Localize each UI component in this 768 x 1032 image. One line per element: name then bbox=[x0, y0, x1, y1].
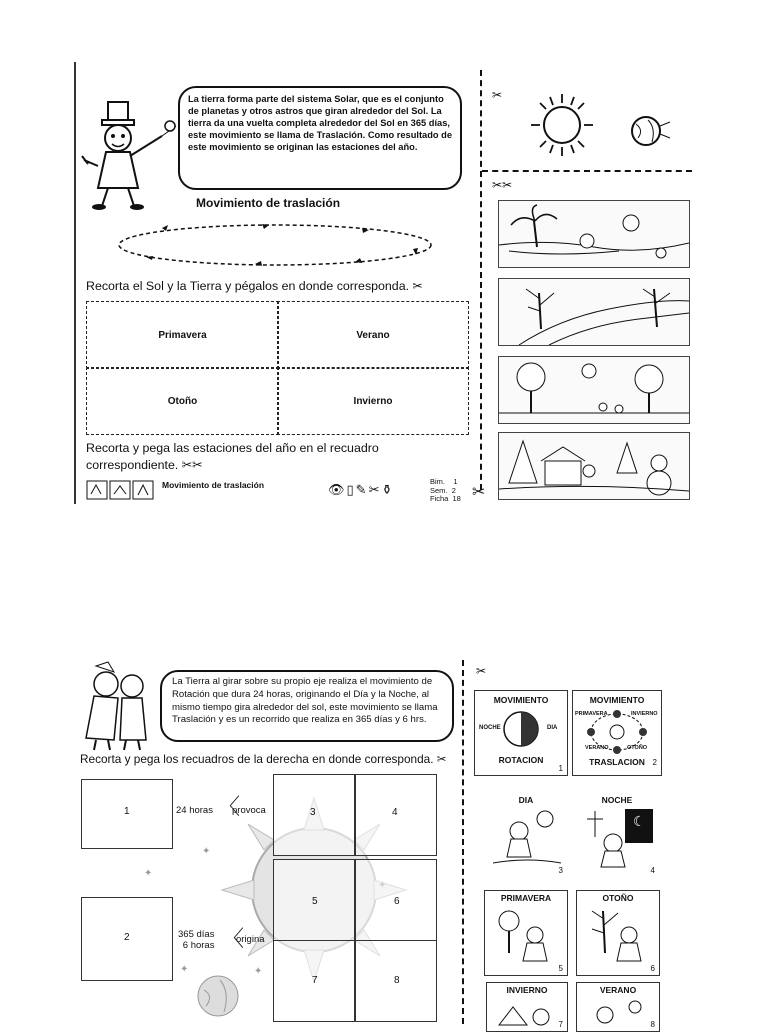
winter-snow-picture[interactable] bbox=[498, 432, 690, 500]
pencil-icon: ✎ bbox=[355, 482, 369, 497]
footer-meta: Bim. 1 Sem. 2 Ficha 18 bbox=[430, 477, 461, 504]
season-cell-primavera[interactable]: Primavera bbox=[86, 301, 279, 369]
paste-box-2[interactable]: 2 bbox=[81, 897, 173, 981]
card-verano[interactable]: VERANO 8 bbox=[576, 982, 660, 1032]
scissors-icon: ✂✂ bbox=[181, 457, 203, 472]
note-24-horas: 24 horas bbox=[176, 805, 213, 816]
earth-cutout[interactable] bbox=[626, 112, 672, 150]
scissors-icon: ✂ bbox=[492, 88, 503, 102]
glue-icon: ⚱ bbox=[381, 482, 395, 497]
summer-beach-picture[interactable] bbox=[498, 200, 690, 268]
scissors-icon: ✂ bbox=[412, 279, 423, 293]
instruction-cut-paste-boxes: Recorta y pega los recuadros de la derecha en donde corresponda. ✂ bbox=[80, 752, 447, 766]
scissors-icon: ✂✂ bbox=[492, 178, 513, 192]
paste-box-3[interactable]: 3 bbox=[273, 774, 355, 856]
eye-icon: 👁 bbox=[328, 482, 347, 497]
note-provoca: provoca bbox=[232, 805, 266, 816]
paste-box-4[interactable]: 4 bbox=[355, 774, 437, 856]
season-cell-verano[interactable]: Verano bbox=[277, 301, 469, 369]
page-edge-line bbox=[74, 62, 76, 504]
sun-cutout[interactable] bbox=[522, 92, 602, 158]
sparkle-icon: ✦ bbox=[144, 868, 153, 879]
orbit-title: Movimiento de traslación bbox=[196, 196, 341, 210]
footer-icons-left bbox=[86, 480, 154, 500]
card-primavera[interactable]: PRIMAVERA 5 bbox=[484, 890, 568, 976]
wizard-character-illustration bbox=[78, 96, 178, 212]
footer-title: Movimiento de traslación bbox=[162, 480, 265, 490]
card-noche[interactable]: NOCHE ☾ 4 bbox=[574, 792, 660, 878]
scissors-icon: ✂ bbox=[436, 752, 447, 766]
angle-bracket-icon: 〈 bbox=[218, 794, 241, 819]
sparkle-icon: ✦ bbox=[202, 846, 211, 857]
spring-garden-picture[interactable] bbox=[498, 356, 690, 424]
note-origina: origina bbox=[236, 934, 265, 945]
card-movimiento-traslacion[interactable]: MOVIMIENTO PRIMAVERA INVIERNO VERANO OTOÑO TRASLACION 2 bbox=[572, 690, 662, 776]
card-invierno[interactable]: INVIERNO 7 bbox=[486, 982, 568, 1032]
paste-box-1[interactable]: 1 bbox=[81, 779, 173, 849]
children-illustration bbox=[74, 660, 162, 752]
card-otono[interactable]: OTOÑO 6 bbox=[576, 890, 660, 976]
paste-box-6[interactable]: 6 bbox=[355, 859, 437, 941]
cut-line-horizontal bbox=[482, 170, 692, 172]
paste-box-5[interactable]: 5 bbox=[273, 859, 355, 941]
card-movimiento-rotacion[interactable]: MOVIMIENTO NOCHE DIA ROTACION 1 bbox=[474, 690, 568, 776]
instruction-cut-paste-sun-earth: Recorta el Sol y la Tierra y pégalos en donde corresponda. ✂ bbox=[86, 279, 423, 293]
book-icon: ▯ bbox=[346, 482, 356, 497]
angle-bracket-icon: 〈 bbox=[222, 926, 245, 951]
paste-box-8[interactable]: 8 bbox=[355, 940, 437, 1022]
season-cell-invierno[interactable]: Invierno bbox=[277, 367, 469, 435]
instruction-cut-paste-seasons: Recorta y pega las estaciones del año en el recuadro correspondiente. ✂✂ bbox=[86, 441, 379, 472]
scissors-icon: ✂ bbox=[476, 664, 487, 678]
scissors-icon: ✂ bbox=[472, 484, 486, 501]
bubble-text: La tierra forma parte del sistema Solar, que es el conjunto de planetas y otros astros que giran alrededor del Sol. La tierra da una vuelta completa alrededor del Sol en 365 días, este movimiento se llama de Traslación. Como resultado de este movimiento se originan las estaciones del año. bbox=[188, 94, 453, 152]
sparkle-icon: ✦ bbox=[254, 966, 263, 977]
note-365-dias: 365 días 6 horas bbox=[178, 929, 215, 951]
scissors-icon: ✂ bbox=[368, 482, 382, 497]
info-speech-bubble bbox=[178, 86, 462, 190]
moon-icon: ☾ bbox=[633, 813, 646, 829]
paste-box-7[interactable]: 7 bbox=[273, 940, 355, 1022]
cut-line-vertical-2 bbox=[462, 660, 464, 1024]
orbit-ellipse-diagram bbox=[112, 218, 438, 272]
card-dia[interactable]: DIA 3 bbox=[484, 792, 568, 878]
earth-illustration bbox=[196, 974, 240, 1018]
autumn-path-picture[interactable] bbox=[498, 278, 690, 346]
cut-line-vertical bbox=[480, 70, 482, 490]
info-speech-bubble-2 bbox=[160, 670, 454, 742]
footer-activity-icons bbox=[328, 482, 394, 498]
bubble-text-2: La Tierra al girar sobre su propio eje realiza el movimiento de Rotación que dura 24 horas, originando el Día y la Noche, al mismo tiempo gira alrededor del sol, este movimiento se llama Traslación y es un recorrido que realiza en 365 días y 6 hrs. bbox=[172, 676, 438, 726]
season-cell-otono[interactable]: Otoño bbox=[86, 367, 279, 435]
sparkle-icon: ✦ bbox=[180, 964, 189, 975]
